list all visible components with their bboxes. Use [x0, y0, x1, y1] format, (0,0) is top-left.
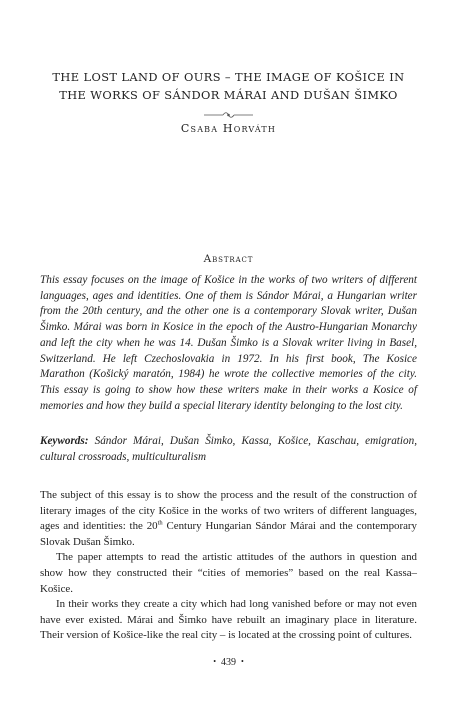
keywords-text: Sándor Márai, Dušan Šimko, Kassa, Košice, Kaschau, emigration, cultural crossroads, multiculturalism [40, 435, 418, 463]
abstract-heading: Abstract [203, 253, 254, 265]
title-line-2: THE WORKS OF SÁNDOR MÁRAI AND DUŠAN ŠIMKO [59, 88, 398, 102]
body-text [40, 488, 417, 644]
body-paragraph-2: The paper attempts to read the artistic attitudes of the authors in question and show how they constructed their “cities of memories” based on the real Kassa–Košice. [40, 551, 417, 595]
author-name: Csaba Horváth [180, 122, 277, 135]
article-title [40, 68, 417, 104]
keywords-label: Keywords: [40, 435, 89, 447]
body-paragraph-1: The subject of this essay is to show the process and the result of the construction of literary images of the city Košice in the works of two writers of different languages, ages and identities: the 20th Century Hungarian Sándor Márai and the contemporary Slovak Dušan Šimko. [40, 489, 417, 548]
title-line-1: THE LOST LAND OF OURS – THE IMAGE OF KOŠICE IN [52, 70, 405, 84]
ornament-divider-icon [204, 111, 253, 119]
bullet-icon: • [213, 657, 216, 666]
abstract-text: This essay focuses on the image of Košice in the works of two writers of different languages, ages and identities. One of them is Sándor Márai, a Hungarian writer from the 20th century, and the other one is a contemporary Slovak writer, Dušan Šimko. Márai was born in Kosice in the epoch of the Austro-Hungarian Monarchy and left the city when he was 14. Dušan Šimko is a Slovak writer living in Basel, Switzerland. He left Czechoslovakia in 1972. In his first book, The Kosice Marathon (Košický maratón, 1984) he wrote the collective memories of the city. This essay is going to show how these writers make in their works a Kosice of memories and how they build a special literary identity belonging to the lost city. [40, 274, 417, 412]
keywords [40, 434, 417, 465]
bullet-icon: • [241, 657, 244, 666]
body-paragraph-3: In their works they create a city which had long vanished before or may not even have ever existed. Márai and Šimko have rebuilt an imaginary place in literature. Their version of Košice-like the real city – is located at the crossing point of cultures. [40, 598, 417, 642]
page-number: • 439 • [213, 657, 244, 668]
